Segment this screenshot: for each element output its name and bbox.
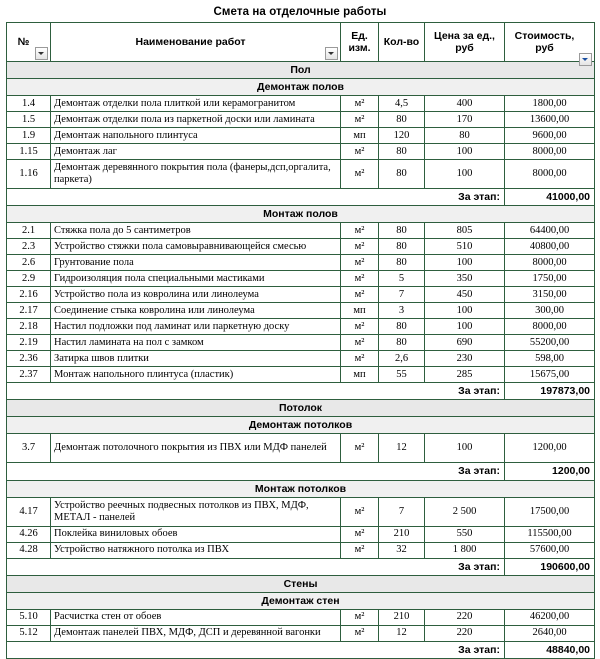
row-work-name: Настил ламината на пол с замком bbox=[51, 335, 341, 351]
row-number: 4.17 bbox=[7, 497, 51, 526]
table-row bbox=[7, 144, 595, 160]
column-header-price-label: Цена за ед., руб bbox=[434, 29, 495, 54]
stage-total-row bbox=[7, 641, 595, 658]
row-price: 100 bbox=[425, 144, 505, 160]
row-unit: м² bbox=[341, 625, 379, 641]
column-header-cost bbox=[505, 23, 595, 62]
column-header-qty bbox=[379, 23, 425, 62]
row-work-name: Демонтаж панелей ПВХ, МДФ, ДСП и деревянной вагонки bbox=[51, 625, 341, 641]
row-unit: м² bbox=[341, 609, 379, 625]
table-row bbox=[7, 351, 595, 367]
row-unit: м² bbox=[341, 144, 379, 160]
row-unit: мп bbox=[341, 367, 379, 383]
row-qty: 80 bbox=[379, 335, 425, 351]
row-qty: 12 bbox=[379, 625, 425, 641]
row-cost: 2640,00 bbox=[505, 625, 595, 641]
filter-icon-cost[interactable] bbox=[579, 53, 592, 66]
stage-total-value: 190600,00 bbox=[505, 558, 595, 575]
row-number: 2.6 bbox=[7, 255, 51, 271]
row-cost: 17500,00 bbox=[505, 497, 595, 526]
row-cost: 9600,00 bbox=[505, 128, 595, 144]
row-number: 2.3 bbox=[7, 239, 51, 255]
row-price: 350 bbox=[425, 271, 505, 287]
group-label: Монтаж полов bbox=[7, 206, 595, 223]
row-unit: м² bbox=[341, 112, 379, 128]
row-unit: м² bbox=[341, 255, 379, 271]
row-qty: 80 bbox=[379, 223, 425, 239]
table-header-row bbox=[7, 23, 595, 62]
group-label: Демонтаж стен bbox=[7, 592, 595, 609]
row-work-name: Демонтаж отделки пола плиткой или керамогранитом bbox=[51, 96, 341, 112]
row-unit: м² bbox=[341, 160, 379, 189]
stage-total-value: 41000,00 bbox=[505, 189, 595, 206]
table-row bbox=[7, 287, 595, 303]
filter-icon-number[interactable] bbox=[35, 47, 48, 60]
row-qty: 55 bbox=[379, 367, 425, 383]
table-row bbox=[7, 303, 595, 319]
row-unit: м² bbox=[341, 319, 379, 335]
row-number: 2.36 bbox=[7, 351, 51, 367]
table-row bbox=[7, 128, 595, 144]
row-qty: 2,6 bbox=[379, 351, 425, 367]
row-qty: 3 bbox=[379, 303, 425, 319]
row-number: 2.19 bbox=[7, 335, 51, 351]
row-cost: 64400,00 bbox=[505, 223, 595, 239]
section-label: Потолок bbox=[7, 400, 595, 417]
row-work-name: Расчистка стен от обоев bbox=[51, 609, 341, 625]
table-row bbox=[7, 497, 595, 526]
column-header-name bbox=[51, 23, 341, 62]
stage-total-row bbox=[7, 189, 595, 206]
row-work-name: Демонтаж лаг bbox=[51, 144, 341, 160]
row-qty: 80 bbox=[379, 319, 425, 335]
estimate-table bbox=[6, 22, 595, 659]
row-qty: 7 bbox=[379, 497, 425, 526]
stage-total-value: 48840,00 bbox=[505, 641, 595, 658]
stage-total-value: 1200,00 bbox=[505, 463, 595, 480]
column-header-number-label: № bbox=[17, 35, 30, 48]
row-number: 3.7 bbox=[7, 434, 51, 463]
row-unit: м² bbox=[341, 223, 379, 239]
row-number: 1.5 bbox=[7, 112, 51, 128]
row-unit: мп bbox=[341, 303, 379, 319]
group-row bbox=[7, 206, 595, 223]
stage-total-label: За этап: bbox=[7, 463, 505, 480]
row-unit: м² bbox=[341, 434, 379, 463]
row-cost: 55200,00 bbox=[505, 335, 595, 351]
row-number: 1.15 bbox=[7, 144, 51, 160]
row-unit: м² bbox=[341, 542, 379, 558]
row-work-name: Устройство реечных подвесных потолков из ПВХ, МДФ, МЕТАЛ - панелей bbox=[51, 497, 341, 526]
stage-total-row bbox=[7, 383, 595, 400]
row-work-name: Демонтаж деревянного покрытия пола (фанеры,дсп,оргалита, паркета) bbox=[51, 160, 341, 189]
row-price: 1 800 bbox=[425, 542, 505, 558]
section-row bbox=[7, 575, 595, 592]
row-price: 2 500 bbox=[425, 497, 505, 526]
table-row bbox=[7, 367, 595, 383]
row-cost: 40800,00 bbox=[505, 239, 595, 255]
group-label: Демонтаж полов bbox=[7, 79, 595, 96]
row-qty: 80 bbox=[379, 160, 425, 189]
row-cost: 8000,00 bbox=[505, 160, 595, 189]
row-unit: м² bbox=[341, 271, 379, 287]
row-unit: мп bbox=[341, 128, 379, 144]
row-price: 230 bbox=[425, 351, 505, 367]
row-number: 5.12 bbox=[7, 625, 51, 641]
row-price: 400 bbox=[425, 96, 505, 112]
row-price: 100 bbox=[425, 160, 505, 189]
table-row bbox=[7, 255, 595, 271]
row-work-name: Монтаж напольного плинтуса (пластик) bbox=[51, 367, 341, 383]
stage-total-row bbox=[7, 463, 595, 480]
row-price: 450 bbox=[425, 287, 505, 303]
row-price: 100 bbox=[425, 319, 505, 335]
row-price: 805 bbox=[425, 223, 505, 239]
column-header-price bbox=[425, 23, 505, 62]
group-label: Демонтаж потолков bbox=[7, 417, 595, 434]
row-cost: 46200,00 bbox=[505, 609, 595, 625]
row-cost: 8000,00 bbox=[505, 255, 595, 271]
group-label: Монтаж потолков bbox=[7, 480, 595, 497]
row-cost: 57600,00 bbox=[505, 542, 595, 558]
table-row bbox=[7, 526, 595, 542]
section-label: Пол bbox=[7, 62, 595, 79]
row-qty: 210 bbox=[379, 526, 425, 542]
group-row bbox=[7, 417, 595, 434]
row-qty: 210 bbox=[379, 609, 425, 625]
row-price: 80 bbox=[425, 128, 505, 144]
row-unit: м² bbox=[341, 351, 379, 367]
column-header-name-label: Наименование работ bbox=[135, 35, 246, 48]
row-price: 100 bbox=[425, 303, 505, 319]
row-cost: 1200,00 bbox=[505, 434, 595, 463]
row-cost: 1750,00 bbox=[505, 271, 595, 287]
row-number: 1.4 bbox=[7, 96, 51, 112]
row-price: 285 bbox=[425, 367, 505, 383]
row-qty: 80 bbox=[379, 112, 425, 128]
table-row bbox=[7, 335, 595, 351]
row-work-name: Соединение стыка ковролина или линолеума bbox=[51, 303, 341, 319]
row-work-name: Грунтование пола bbox=[51, 255, 341, 271]
row-number: 2.17 bbox=[7, 303, 51, 319]
page-title: Смета на отделочные работы bbox=[213, 6, 387, 18]
stage-total-label: За этап: bbox=[7, 641, 505, 658]
row-price: 690 bbox=[425, 335, 505, 351]
row-work-name: Затирка швов плитки bbox=[51, 351, 341, 367]
row-number: 2.18 bbox=[7, 319, 51, 335]
section-label: Стены bbox=[7, 575, 595, 592]
row-unit: м² bbox=[341, 287, 379, 303]
row-number: 5.10 bbox=[7, 609, 51, 625]
row-cost: 13600,00 bbox=[505, 112, 595, 128]
table-row bbox=[7, 271, 595, 287]
row-qty: 80 bbox=[379, 239, 425, 255]
stage-total-label: За этап: bbox=[7, 558, 505, 575]
stage-total-label: За этап: bbox=[7, 189, 505, 206]
row-unit: м² bbox=[341, 239, 379, 255]
row-cost: 115500,00 bbox=[505, 526, 595, 542]
table-row bbox=[7, 542, 595, 558]
row-work-name: Устройство стяжки пола самовыравнивающейся смесью bbox=[51, 239, 341, 255]
table-row bbox=[7, 223, 595, 239]
row-work-name: Устройство пола из ковролина или линолеума bbox=[51, 287, 341, 303]
row-price: 170 bbox=[425, 112, 505, 128]
table-row bbox=[7, 319, 595, 335]
row-qty: 4,5 bbox=[379, 96, 425, 112]
group-row bbox=[7, 79, 595, 96]
section-row bbox=[7, 62, 595, 79]
row-cost: 15675,00 bbox=[505, 367, 595, 383]
table-row bbox=[7, 160, 595, 189]
row-number: 2.16 bbox=[7, 287, 51, 303]
group-row bbox=[7, 480, 595, 497]
row-cost: 3150,00 bbox=[505, 287, 595, 303]
row-work-name: Демонтаж напольного плинтуса bbox=[51, 128, 341, 144]
stage-total-value: 197873,00 bbox=[505, 383, 595, 400]
stage-total-label: За этап: bbox=[7, 383, 505, 400]
row-qty: 12 bbox=[379, 434, 425, 463]
row-number: 1.9 bbox=[7, 128, 51, 144]
row-work-name: Демонтаж потолочного покрытия из ПВХ или МДФ панелей bbox=[51, 434, 341, 463]
column-header-number bbox=[7, 23, 51, 62]
table-row bbox=[7, 625, 595, 641]
table-body bbox=[7, 62, 595, 659]
row-price: 220 bbox=[425, 625, 505, 641]
row-work-name: Гидроизоляция пола специальными мастиками bbox=[51, 271, 341, 287]
row-price: 100 bbox=[425, 255, 505, 271]
row-cost: 598,00 bbox=[505, 351, 595, 367]
row-cost: 1800,00 bbox=[505, 96, 595, 112]
column-header-unit-label: Ед. изм. bbox=[348, 29, 371, 54]
table-row bbox=[7, 96, 595, 112]
column-header-unit bbox=[341, 23, 379, 62]
row-work-name: Демонтаж отделки пола из паркетной доски или ламината bbox=[51, 112, 341, 128]
row-qty: 120 bbox=[379, 128, 425, 144]
row-cost: 8000,00 bbox=[505, 319, 595, 335]
row-work-name: Стяжка пола до 5 сантиметров bbox=[51, 223, 341, 239]
column-header-cost-label: Стоимость, руб bbox=[514, 29, 575, 54]
row-price: 510 bbox=[425, 239, 505, 255]
column-header-qty-label: Кол-во bbox=[383, 35, 420, 48]
row-qty: 80 bbox=[379, 255, 425, 271]
table-row bbox=[7, 112, 595, 128]
row-cost: 300,00 bbox=[505, 303, 595, 319]
table-row bbox=[7, 609, 595, 625]
filter-icon-name[interactable] bbox=[325, 47, 338, 60]
row-number: 1.16 bbox=[7, 160, 51, 189]
row-unit: м² bbox=[341, 335, 379, 351]
row-number: 2.9 bbox=[7, 271, 51, 287]
section-row bbox=[7, 400, 595, 417]
table-row bbox=[7, 434, 595, 463]
row-qty: 32 bbox=[379, 542, 425, 558]
row-qty: 80 bbox=[379, 144, 425, 160]
row-price: 220 bbox=[425, 609, 505, 625]
row-number: 2.37 bbox=[7, 367, 51, 383]
row-unit: м² bbox=[341, 96, 379, 112]
row-number: 4.28 bbox=[7, 542, 51, 558]
row-qty: 5 bbox=[379, 271, 425, 287]
row-unit: м² bbox=[341, 526, 379, 542]
row-work-name: Устройство натяжного потолка из ПВХ bbox=[51, 542, 341, 558]
table-row bbox=[7, 239, 595, 255]
stage-total-row bbox=[7, 558, 595, 575]
row-number: 2.1 bbox=[7, 223, 51, 239]
row-price: 550 bbox=[425, 526, 505, 542]
row-unit: м² bbox=[341, 497, 379, 526]
row-price: 100 bbox=[425, 434, 505, 463]
row-work-name: Поклейка виниловых обоев bbox=[51, 526, 341, 542]
row-qty: 7 bbox=[379, 287, 425, 303]
row-work-name: Настил подложки под ламинат или паркетную доску bbox=[51, 319, 341, 335]
row-cost: 8000,00 bbox=[505, 144, 595, 160]
row-number: 4.26 bbox=[7, 526, 51, 542]
